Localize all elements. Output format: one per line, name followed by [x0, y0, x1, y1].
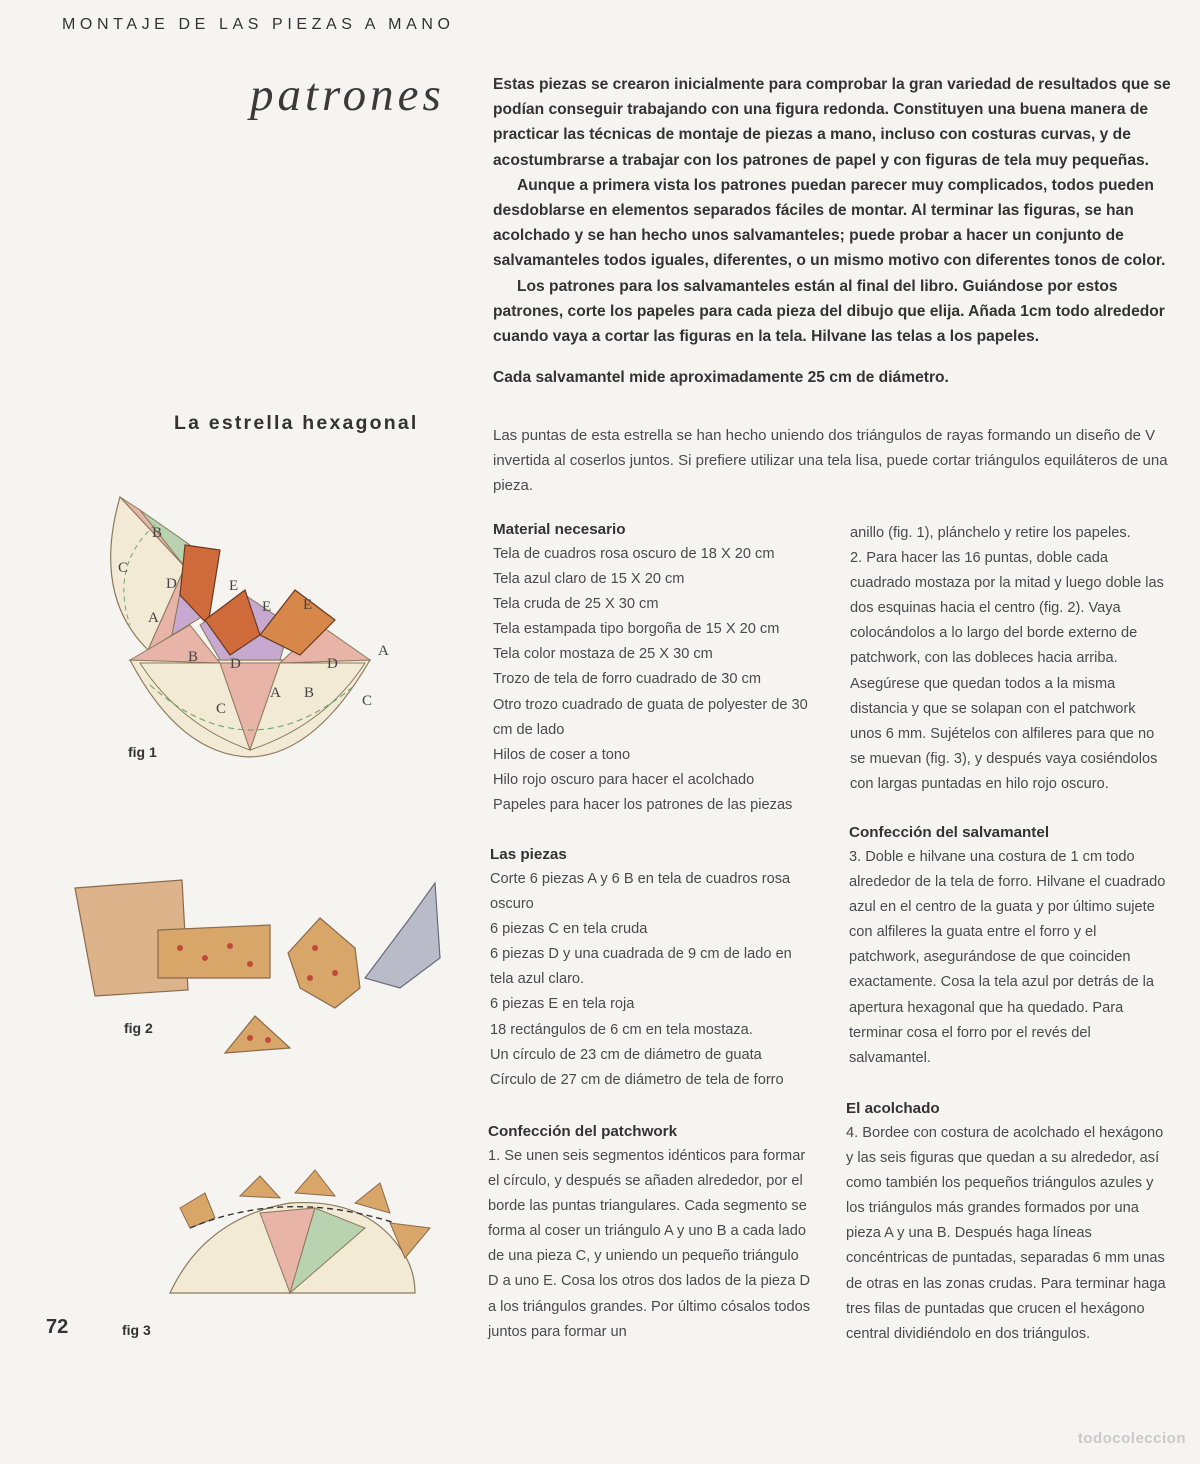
- section-intro: Las puntas de esta estrella se han hecho uniendo dos triángulos de rayas formando un diseño de V invertida al coserlos juntos. Si prefiere utilizar una tela lisa, puede cortar triángulos equiláteros de una pieza.: [493, 427, 1168, 494]
- material-block: [493, 517, 813, 818]
- patchwork-block: [488, 1119, 813, 1345]
- patchwork-continued: [850, 521, 1170, 797]
- running-header: MONTAJE DE LAS PIEZAS A MANO: [62, 16, 455, 33]
- fig2-label: fig 2: [124, 1020, 153, 1036]
- list-item: Tela estampada tipo borgoña de 15 X 20 cm: [493, 621, 780, 638]
- fig3-label: fig 3: [122, 1322, 151, 1338]
- fig3-illustration: [165, 1168, 445, 1298]
- patchwork-heading: Confección del patchwork: [488, 1123, 678, 1140]
- intro-paragraph: Aunque a primera vista los patrones puedan parecer muy complicados, todos pueden desdoblarse en elementos separados fáciles de montar. Al terminar las figuras, se han acolchado y se han hecho unos salvamanteles; puede probar a hacer un conjunto de salvamanteles todos iguales, diferentes, o un mismo motivo con diferentes tonos de color.: [493, 176, 1166, 270]
- list-item: Círculo de 27 cm de diámetro de tela de forro: [490, 1071, 784, 1088]
- piece-label: B: [188, 649, 199, 665]
- salvamantel-heading: Confección del salvamantel: [849, 824, 1050, 841]
- piece-label: D: [230, 656, 241, 672]
- step-2: [850, 546, 1170, 797]
- intro-paragraph: Los patrones para los salvamanteles están al final del libro. Guiándose por estos patrones, corte los papeles para cada pieza del dibujo que elija. Añada 1cm todo alrededor cuando vaya a cortar las figuras en la tela. Hilvane las telas a los papeles.: [493, 277, 1165, 346]
- step-1: [488, 1144, 813, 1345]
- fig1-label: fig 1: [128, 744, 157, 760]
- salvamantel-block: [849, 820, 1169, 1071]
- list-item: Tela azul claro de 15 X 20 cm: [493, 571, 685, 588]
- piezas-heading: Las piezas: [490, 846, 567, 863]
- list-item: Tela cruda de 25 X 30 cm: [493, 596, 659, 613]
- piece-label: E: [303, 597, 313, 613]
- acolchado-heading: El acolchado: [846, 1100, 940, 1117]
- page-number: 72: [46, 1316, 69, 1338]
- step-text: Para hacer las 16 puntas, doble cada cuadrado mostaza por la mitad y luego doble las dos esquinas hacia el centro (fig. 2). Vaya colocándolos a lo largo del borde externo de patchwork, con las dobleces hacia arriba. Asegúrese que quedan todos a la misma distancia y que se solapan con el patchwork unos 6 mm. Sujételos con alfileres para que no se muevan (fig. 3), y después vaya cosiéndolos con largas puntadas en hilo rojo oscuro.: [850, 550, 1164, 792]
- list-item: Tela color mostaza de 25 X 30 cm: [493, 646, 713, 663]
- step-text: Se unen seis segmentos idénticos para formar el círculo, y después se añaden alrededor, por el borde las puntas triangulares. Cada segmento se forma al coser un triángulo A y uno B a cada lado de una pieza C, y uniendo un pequeño triángulo D a uno E. Cosa los otros dos lados de la pieza D a los triángulos grandes. Por último cósalos todos juntos para formar un: [488, 1148, 811, 1340]
- step-number: 2.: [850, 550, 863, 567]
- acolchado-block: [846, 1096, 1171, 1347]
- piece-label: C: [216, 701, 227, 717]
- piece-label: A: [378, 643, 389, 659]
- piece-label: D: [166, 576, 177, 592]
- step-text: Doble e hilvane una costura de 1 cm todo alrededor de la tela de forro. Hilvane el cuadrado azul en el centro de la guata y por último sujete con alfileres la guata entre el forro y el patchwork, asegurándose de que coinciden exactamente. Cosa la tela azul por detrás de la apertura hexagonal que ha quedado. Para terminar cosa el forro por el revés del salvamantel.: [849, 849, 1166, 1066]
- step-number: 3.: [849, 849, 862, 865]
- fig2-illustration: [70, 878, 450, 1083]
- piece-label: E: [262, 599, 272, 615]
- section-title: La estrella hexagonal: [174, 412, 419, 434]
- list-item: Trozo de tela de forro cuadrado de 30 cm: [493, 671, 761, 688]
- step-text: Bordee con costura de acolchado el hexágono y las seis figuras que quedan a su alrededor, así como también los pequeños triángulos azules y los triángulos más grandes formados por una pieza A y una B. Después haga líneas concéntricas de puntadas, separadas 6 mm unas de otras en las zonas crudas. Para terminar haga tres filas de puntadas que crucen el hexágono central dividiéndolo en dos triángulos.: [846, 1125, 1166, 1342]
- piece-label: B: [152, 525, 163, 541]
- watermark: todocoleccion: [1077, 1430, 1186, 1447]
- fig1-illustration: [80, 485, 460, 775]
- material-heading: Material necesario: [493, 521, 626, 538]
- list-item: Papeles para hacer los patrones de las piezas: [493, 796, 793, 813]
- piezas-block: [490, 842, 810, 1093]
- piece-label: C: [362, 693, 373, 709]
- step-number: 1.: [488, 1148, 501, 1164]
- list-item: Un círculo de 23 cm de diámetro de guata: [490, 1046, 762, 1063]
- piece-label: E: [229, 578, 239, 594]
- step-number: 4.: [846, 1125, 859, 1141]
- step-3: [849, 845, 1169, 1071]
- step-4: [846, 1121, 1171, 1347]
- piece-label: A: [270, 685, 281, 701]
- piece-label: C: [118, 560, 129, 576]
- list-item: Hilos de coser a tono: [493, 746, 631, 763]
- piece-label: A: [148, 610, 159, 626]
- piece-label: B: [304, 685, 315, 701]
- step-1-continued: anillo (fig. 1), plánchelo y retire los papeles.: [850, 525, 1131, 541]
- intro-text: [493, 72, 1183, 349]
- list-item: 18 rectángulos de 6 cm en tela mostaza.: [490, 1021, 753, 1038]
- size-note: Cada salvamantel mide aproximadamente 25 cm de diámetro.: [493, 369, 949, 386]
- list-item: 6 piezas C en tela cruda: [490, 921, 648, 938]
- page-title: patrones: [250, 69, 445, 121]
- list-item: 6 piezas E en tela roja: [490, 996, 635, 1013]
- piece-label: D: [327, 656, 338, 672]
- list-item: Tela de cuadros rosa oscuro de 18 X 20 cm: [493, 546, 775, 562]
- list-item: Corte 6 piezas A y 6 B en tela de cuadros rosa oscuro: [490, 871, 791, 913]
- intro-paragraph: Estas piezas se crearon inicialmente para comprobar la gran variedad de resultados que se podían conseguir trabajando con una figura redonda. Constituyen una buena manera de practicar las técnicas de montaje de piezas a mano, incluso con costuras curvas, y de acostumbrarse a trabajar con los patrones de papel y con figuras de tela muy pequeñas.: [493, 76, 1171, 169]
- list-item: Hilo rojo oscuro para hacer el acolchado: [493, 771, 755, 788]
- list-item: 6 piezas D y una cuadrada de 9 cm de lado en tela azul claro.: [490, 946, 792, 988]
- list-item: Otro trozo cuadrado de guata de polyester de 30 cm de lado: [493, 696, 808, 738]
